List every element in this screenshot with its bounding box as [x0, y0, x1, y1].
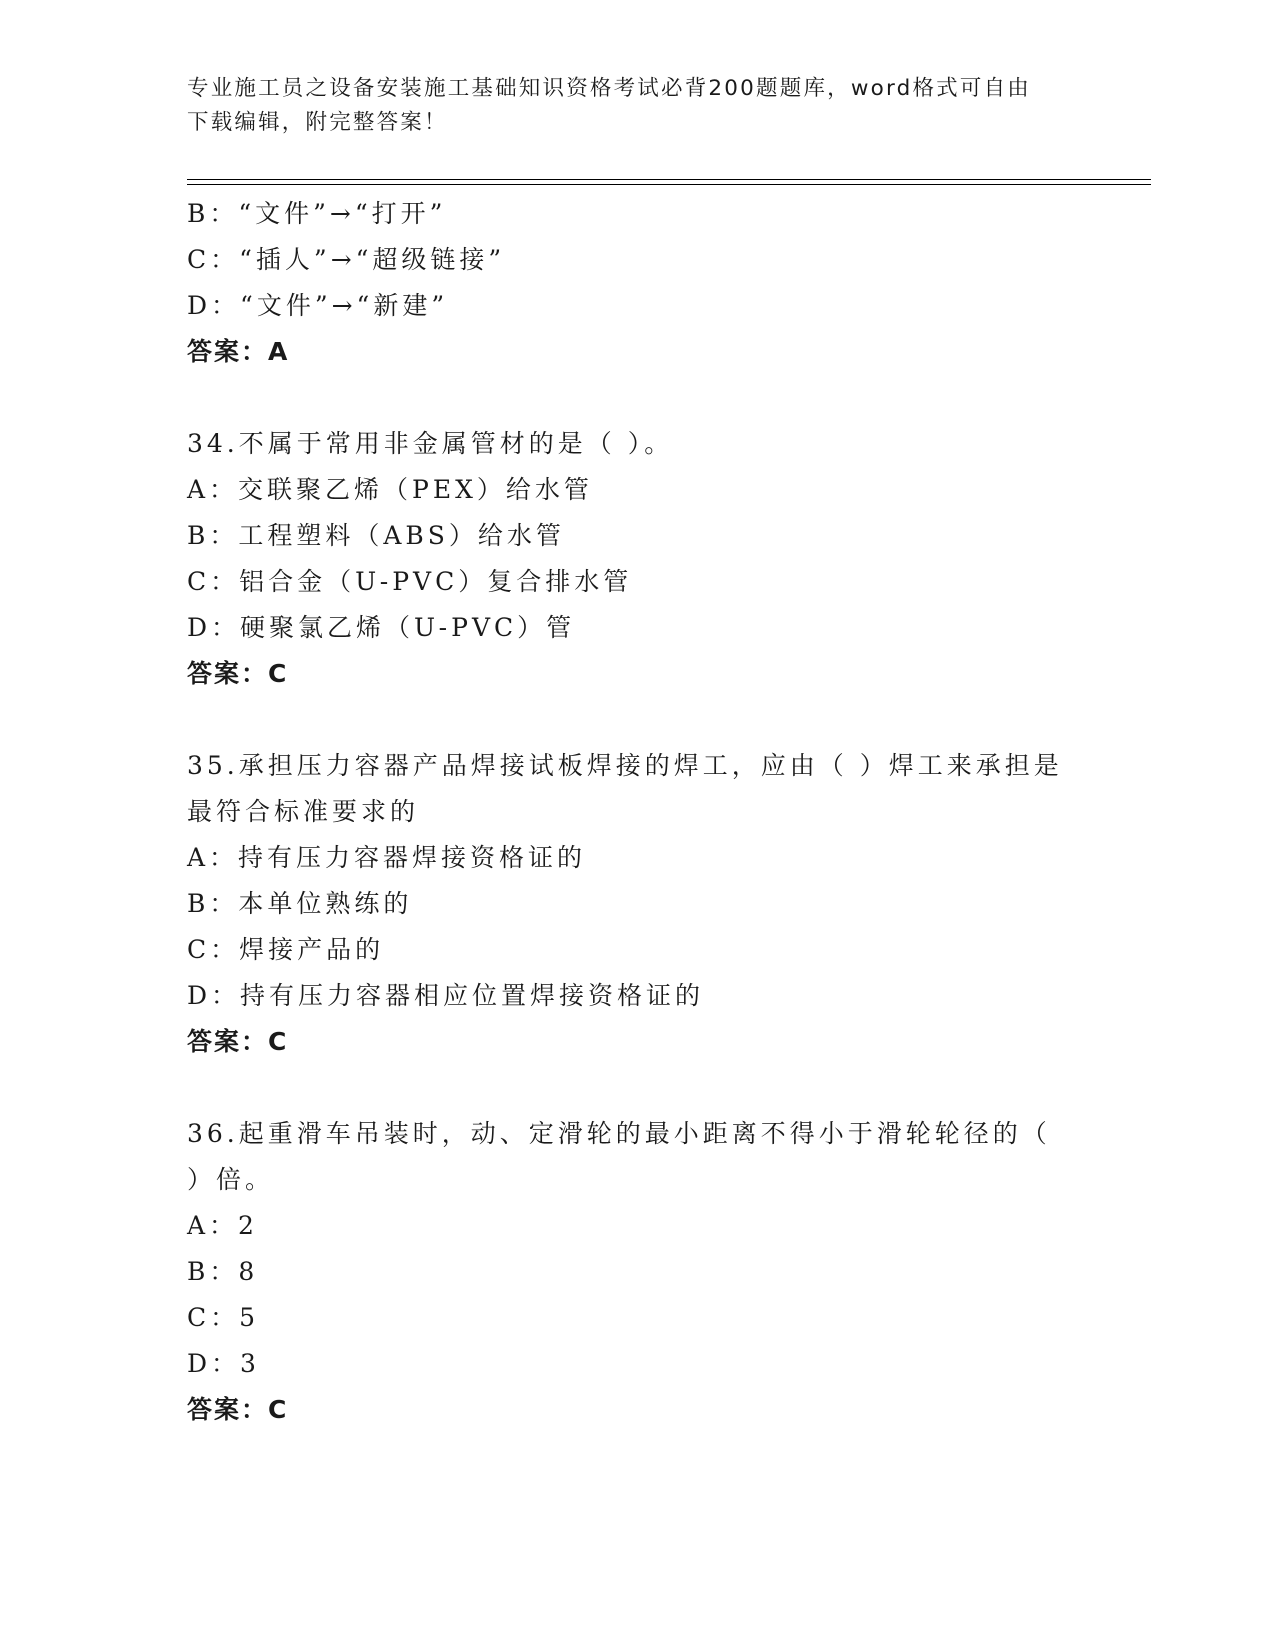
header-line-2: 下载编辑，附完整答案！ — [187, 110, 448, 135]
option-d: D：“文件”→“新建” — [187, 291, 449, 320]
question-text-line: 35.承担压力容器产品焊接试板焊接的焊工，应由（ ）焊工来承担是 — [187, 751, 1063, 780]
header-line-1: 专业施工员之设备安装施工基础知识资格考试必背200题题库，word格式可自由 — [187, 76, 1031, 101]
answer: 答案：C — [187, 659, 289, 688]
question-text — [187, 743, 1107, 835]
option-b: B：“文件”→“打开” — [187, 199, 447, 228]
option-c: C：焊接产品的 — [187, 935, 385, 964]
question-text-line: 最符合标准要求的 — [187, 797, 420, 826]
question-35 — [187, 743, 1107, 1065]
answer: 答案：C — [187, 1395, 289, 1424]
option-d: D：持有压力容器相应位置焊接资格证的 — [187, 981, 705, 1010]
option-d: D：硬聚氯乙烯（U-PVC）管 — [187, 613, 576, 642]
option-c: C：“插人”→“超级链接” — [187, 245, 506, 274]
option-d: D：3 — [187, 1349, 260, 1378]
option-a: A：持有压力容器焊接资格证的 — [187, 843, 587, 872]
option-b: B：本单位熟练的 — [187, 889, 413, 918]
option-b: B：工程塑料（ABS）给水管 — [187, 521, 565, 550]
header-divider-top — [187, 179, 1151, 180]
answer: 答案：C — [187, 1027, 289, 1056]
option-a: A：交联聚乙烯（PEX）给水管 — [187, 475, 593, 504]
question-text — [187, 421, 1107, 467]
option-c: C：铝合金（U-PVC）复合排水管 — [187, 567, 633, 596]
header-divider-bottom — [187, 184, 1151, 185]
answer: 答案：A — [187, 337, 290, 366]
question-list — [187, 191, 1107, 1433]
option-a: A：2 — [187, 1211, 258, 1240]
question-text-line: 34.不属于常用非金属管材的是（ ）。 — [187, 429, 674, 458]
question-text — [187, 1111, 1107, 1203]
question-text-line: 36.起重滑车吊装时，动、定滑轮的最小距离不得小于滑轮轮径的（ — [187, 1119, 1051, 1148]
question-text-line: ）倍。 — [187, 1165, 275, 1194]
question-36 — [187, 1111, 1107, 1433]
document-header — [187, 72, 1087, 140]
question-34 — [187, 421, 1107, 697]
question-33-tail — [187, 191, 1107, 375]
option-c: C：5 — [187, 1303, 260, 1332]
option-b: B：8 — [187, 1257, 259, 1286]
